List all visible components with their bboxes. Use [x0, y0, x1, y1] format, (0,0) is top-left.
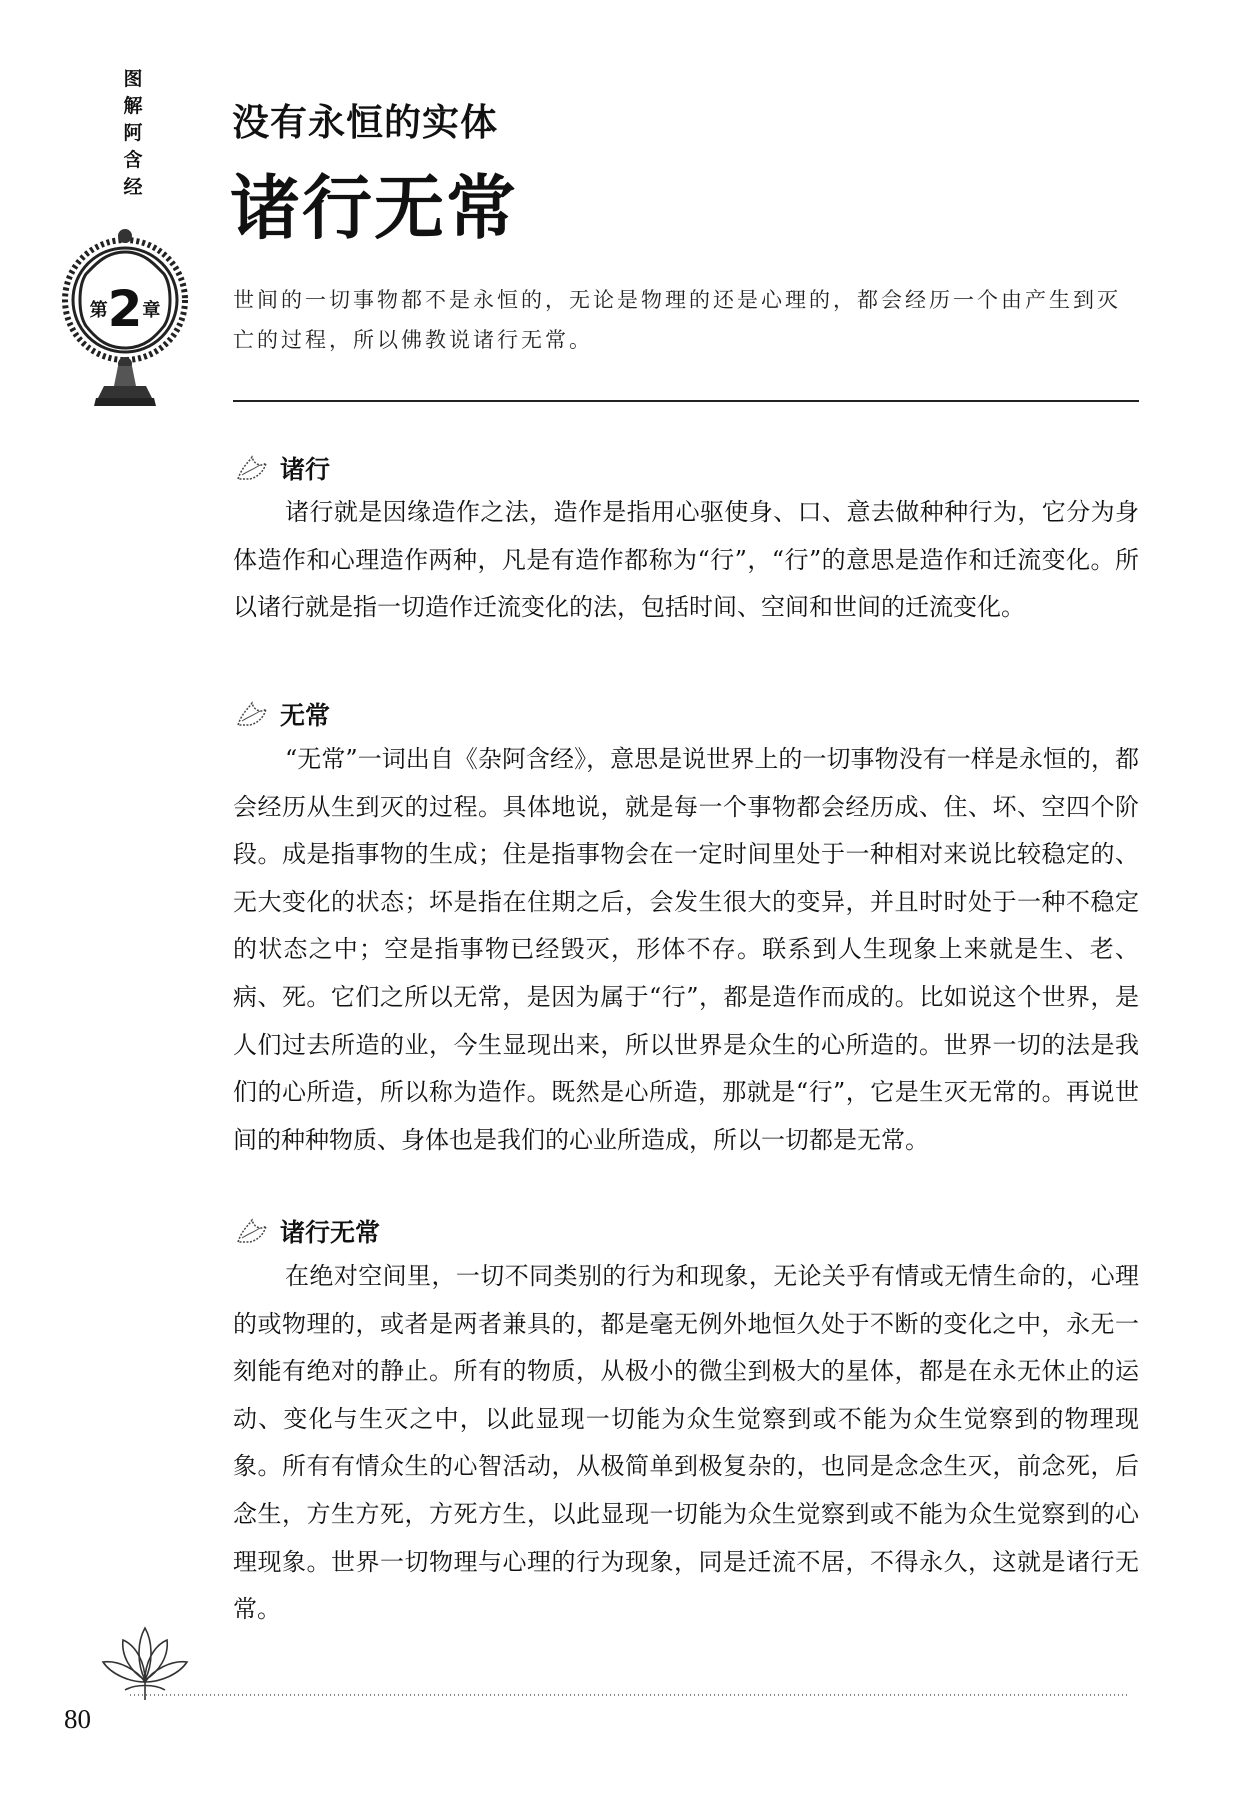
- chapter-label: [60, 280, 190, 338]
- flower-bullet-icon: [232, 699, 272, 729]
- page-number: 80: [64, 1704, 91, 1734]
- chapter-number: 2: [107, 280, 143, 338]
- section-heading-text: 诸行: [280, 455, 331, 484]
- series-title-char: 含: [123, 149, 143, 171]
- dotted-divider: [130, 1692, 1130, 1698]
- lotus-ornament-icon: [95, 1620, 195, 1702]
- section-heading: [232, 696, 330, 732]
- page-subtitle: 没有永恒的实体: [232, 101, 498, 144]
- section-paragraph: 诸行就是因缘造作之法，造作是指用心驱使身、口、意去做种种行为，它分为身体造作和心理造作两种，凡是有造作都称为“行”，“行”的意思是造作和迁流变化。所以诸行就是指一切造作迁流变化的法，包括时间、空间和世间的迁流变化。: [233, 498, 1139, 622]
- chapter-prefix: 第: [89, 300, 108, 321]
- intro-paragraph: 世间的一切事物都不是永恒的，无论是物理的还是心理的，都会经历一个由产生到灭亡的过程，所以佛教说诸行无常。: [233, 288, 1121, 352]
- page-title: 诸行无常: [230, 167, 518, 249]
- flower-bullet-icon: [232, 1216, 272, 1246]
- series-title-char: 阿: [123, 122, 143, 144]
- section-heading: [232, 450, 330, 486]
- series-title-vertical: [118, 66, 148, 201]
- chapter-badge: [60, 216, 190, 426]
- series-title-char: 经: [123, 176, 143, 198]
- flower-bullet-icon: [232, 453, 272, 483]
- section-heading-text: 诸行无常: [280, 1218, 381, 1247]
- series-title-char: 解: [123, 95, 143, 117]
- section-paragraph: “无常”一词出自《杂阿含经》，意思是说世界上的一切事物没有一样是永恒的，都会经历从生到灭的过程。具体地说，就是每一个事物都会经历成、住、坏、空四个阶段。成是指事物的生成；住是指事物会在一定时间里处于一种相对来说比较稳定的、无大变化的状态；坏是指在住期之后，会发生很大的变异，并且时时处于一种不稳定的状态之中；空是指事物已经毁灭，形体不存。联系到人生现象上来就是生、老、病、死。它们之所以无常，是因为属于“行”，都是造作而成的。比如说这个世界，是人们过去所造的业，今生显现出来，所以世界是众生的心所造的。世界一切的法是我们的心所造，所以称为造作。既然是心所造，那就是“行”，它是生灭无常的。再说世间的种种物质、身体也是我们的心业所造成，所以一切都是无常。: [233, 745, 1139, 1154]
- chapter-suffix: 章: [142, 300, 161, 321]
- divider-rule: [233, 400, 1139, 402]
- section-heading-text: 无常: [280, 701, 331, 730]
- section-paragraph: 在绝对空间里，一切不同类别的行为和现象，无论关乎有情或无情生命的，心理的或物理的，或者是两者兼具的，都是毫无例外地恒久处于不断的变化之中，永无一刻能有绝对的静止。所有的物质，从极小的微尘到极大的星体，都是在永无休止的运动、变化与生灭之中，以此显现一切能为众生觉察到或不能为众生觉察到的物理现象。所有有情众生的心智活动，从极简单到极复杂的，也同是念念生灭，前念死，后念生，方生方死，方死方生，以此显现一切能为众生觉察到或不能为众生觉察到的心理现象。世界一切物理与心理的行为现象，同是迁流不居，不得永久，这就是诸行无常。: [233, 1262, 1139, 1624]
- series-title-char: 图: [123, 68, 143, 90]
- section-heading: [232, 1213, 380, 1249]
